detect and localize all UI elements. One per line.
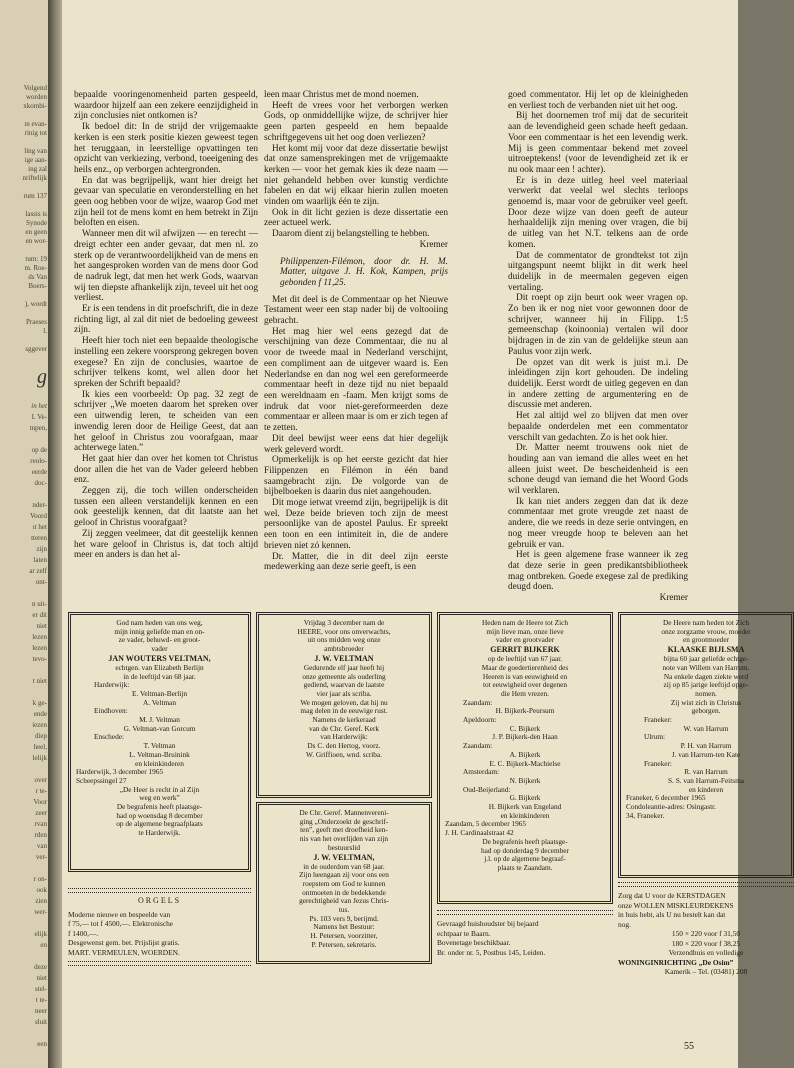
notice-line: note van Willem van Harrum. <box>662 662 750 672</box>
death-notice-veltman-mensclub <box>256 802 432 964</box>
notice-line: had op donderdag 9 december <box>481 845 569 855</box>
notice-line: L. Veltman-Bruinink <box>129 749 190 759</box>
previous-page-text: doc- <box>34 479 47 487</box>
notice-line: Zij wist zich in Christus <box>670 697 742 707</box>
paragraph: Zeggen zij, die toch willen onderscheiden tussen een alleen verstandelijk kennen en een ook geestelijk kennen, dat dit laatste aan het geloof in Christus voorafgaat? <box>74 486 258 529</box>
previous-page-text: r te- <box>35 787 47 795</box>
notice-line: Oud-Beijerland: <box>463 784 511 794</box>
notice-line: j.l. op de algemene begraaf- <box>484 854 566 864</box>
notice-line: C. Bijkerk <box>509 723 541 733</box>
notice-line: onze gemeente als ouderling <box>302 671 386 681</box>
paragraph: Opmerkelijk is op het eerste gezicht dat hier Filippenzen en Filémon in één band saamgebracht zijn. De volgorde van de bijbelboeken is daarin dus niet aangehouden. <box>264 455 448 498</box>
notice-line: Heeren is van eeuwigheid en <box>482 671 568 681</box>
notice-line: Gedurende elf jaar heeft hij <box>303 662 385 672</box>
notice-line: Scheepssingel 27 <box>76 775 127 785</box>
notice-line: We mogen geloven, dat hij nu <box>300 697 388 707</box>
dotted-rule <box>68 961 251 966</box>
notice-line: onze zorgzame vrouw, moeder <box>661 626 751 636</box>
previous-page-text: laten <box>33 556 47 564</box>
paragraph: Daarom dient zij belangstelling te hebben. <box>272 229 430 240</box>
notice-line: G. Veltman-van Gorcum <box>123 723 196 733</box>
paragraph: Dit moge ietwat vreemd zijn, begrijpelijk is dit wel. Deze beide brieven toch zijn de meest persoonlijke van de apostel Paulus. Er spreekt een toon en een intimiteit in, die de andere brieven niet zó kennen. <box>264 498 448 551</box>
notice-line: Apeldoorn: <box>463 715 497 725</box>
notice-line: G. Bijkerk <box>509 793 541 803</box>
previous-page-text: rden <box>34 831 47 839</box>
paragraph: De opzet van dit werk is juist m.i. De inleidingen zijn kort gehouden. De indeling duidelijk. Eerst wordt de uitleg gegeven en dan in andere zetting de argumentering en de discussie met anderen. <box>508 357 688 411</box>
previous-page-text: sggever <box>25 345 47 353</box>
previous-page-text: t niet <box>32 677 47 685</box>
previous-page-text: ont- <box>35 578 47 586</box>
ad-title: ORGELS <box>137 896 182 905</box>
notice-line: tot eeuwigheid over degenen <box>482 680 568 690</box>
dotted-rule <box>437 910 613 915</box>
ad-line: Bovenetage beschikbaar. <box>437 938 511 947</box>
author-signature: Kremer <box>659 593 688 604</box>
notice-line: Heden nam de Heere tot Zich <box>481 618 569 627</box>
death-notice-bijlsma <box>618 612 794 878</box>
paragraph: Ook in dit licht gezien is deze dissertatie een zeer actueel werk. <box>264 207 448 229</box>
notice-line: weg en werk” <box>139 793 180 803</box>
paragraph: En dat was begrijpelijk, want hier dreigt het gevaar van speculatie en veronderstelling en het geen oog hebben voor de wijze, waarop God met zijn heil tot de mens komt en hem betrekt in Zijn beloften en eisen. <box>74 175 258 229</box>
notice-line: H. Petersen, voorzitter, <box>310 931 378 941</box>
paragraph: Dat de commentator de grondtekst tot zijn uitgangspunt neemt blijkt in dit werk heel duidelijk in de meermalen gegeven eigen vertaling. <box>508 250 688 293</box>
previous-page-text: en <box>40 941 47 949</box>
notice-line: J. van Harrum-ten Kate <box>671 749 741 759</box>
notice-line: Enschede: <box>94 732 124 742</box>
notice-line: echtgen. van Elizabeth Berlijn <box>115 662 204 672</box>
author-signature: Kremer <box>419 239 448 250</box>
ad-line: in huis hebt, als U nu bestelt kan dat <box>618 910 726 919</box>
previous-page-text: ar zelf <box>29 567 47 575</box>
previous-page-text: en wor- <box>25 237 47 245</box>
notice-line: zij op 85 jarige leeftijd opge- <box>663 680 749 690</box>
previous-page-text: lassis is <box>25 210 47 218</box>
notice-line: ten”, geeft met droefheid ken- <box>300 825 388 835</box>
previous-page-text: niet <box>36 974 47 982</box>
ad-line: Verzendhuis en volledige <box>668 948 744 957</box>
paragraph: Het is geen algemene frase wanneer ik zeg dat deze serie in geen predikantsbibliotheek mag ontbreken. Goede exegese zal de prediking deugd doen. <box>508 550 688 593</box>
previous-page-text: elijk <box>34 930 47 938</box>
notice-line: De Heere nam heden tot Zich <box>662 618 750 627</box>
previous-page-text: ver- <box>35 853 47 861</box>
column-1 <box>74 90 258 561</box>
notice-line: J. P. Bijkerk-den Haan <box>492 732 558 742</box>
deceased-name: J. W. VELTMAN <box>314 653 374 663</box>
previous-page-text: mpen, <box>29 424 47 432</box>
notice-line: mijn innig geliefde man en on- <box>114 626 205 636</box>
notice-line: Na enkele dagen ziekte werd <box>663 671 749 681</box>
paragraph: Het gaat hier dan over het komen tot Christus door allen die het van de Vader geleerd hebben enz. <box>74 453 258 486</box>
notice-line: vader en grootvader <box>495 635 555 645</box>
previous-page-text: Boers- <box>28 282 47 290</box>
paragraph: bepaalde vooringenomenheid parten gespeeld, waardoor hijzelf aan een zekere eenzijdigheid in zijn conclusies niet ontkomen is? <box>74 90 258 122</box>
notice-line: geborgen. <box>691 706 721 716</box>
advertisement-osim <box>618 882 794 977</box>
previous-page-text: in het <box>31 402 47 410</box>
ad-line: 180 × 220 voor f 38,25 <box>671 938 741 948</box>
previous-page-text: Volgend <box>23 84 47 92</box>
notice-line: en grootmoeder <box>683 635 729 645</box>
notice-line: mag delen in de eeuwige rust. <box>300 706 388 716</box>
previous-page-text: lezen <box>32 633 47 641</box>
notice-line: van de Chr. Geref. Kerk <box>308 723 380 733</box>
previous-page-text: ing zal <box>28 165 47 173</box>
dotted-rule <box>618 882 794 887</box>
notice-line: ambtsbroeder <box>324 644 364 654</box>
notice-line: Ulrum: <box>644 732 666 742</box>
notice-line: gerechtigheid van Jezus Chris- <box>299 896 389 906</box>
notice-line: Namens de kerkeraad <box>312 715 376 725</box>
previous-page-text: Praeses <box>26 318 47 326</box>
notice-line: E. Veltman-Berlijn <box>132 688 187 698</box>
previous-page-text: zijn <box>36 545 47 553</box>
paragraph: Wanneer men dit wil afwijzen — en terecht — dreigt echter een ander gevaar, dat men nl. zo sterk op de verantwoordelijkheid van de mens en het aangesproken worden van de mens door God de nadruk legt, dat men het werk Gods, waarvan wij ten diepste afhankelijk zijn, teveel uit het oog verliest. <box>74 229 258 304</box>
notice-line: Harderwijk: <box>94 680 130 690</box>
notice-line: op de algemene begraafplaats <box>116 819 203 829</box>
previous-page-text: op de <box>31 446 47 454</box>
dotted-rule <box>68 888 251 893</box>
previous-page-text: Synode <box>26 219 47 227</box>
previous-page-text: en geen <box>25 228 47 236</box>
notice-line: en kleinkinderen <box>135 758 184 768</box>
previous-page-text: tteren <box>31 534 47 542</box>
previous-page-text: reolo- <box>30 457 47 465</box>
previous-page-text: nder- <box>32 501 47 509</box>
notice-line: in de leeftijd van 68 jaar. <box>123 671 196 681</box>
notice-line: te Harderwijk. <box>138 828 181 838</box>
deceased-name: KLAASKE BIJLSMA <box>667 645 745 655</box>
notice-line: ze vader, behuwd- en groot- <box>118 635 201 645</box>
paragraph: Ik bedoel dit: In de strijd der vrijgemaakte kerken is een sterk positie kiezen geweest tegen het teruggaan, in leerstellige opvattingen ten opzicht van verkiezing, verbond, toeeigening des heils enz., op verborgen achtergronden. <box>74 122 258 175</box>
paragraph: Het zal altijd wel zo blijven dat men over bepaalde onderdelen met een commentator verschilt van gedachten. Zo is het ook hier. <box>508 411 688 443</box>
previous-page-text: ), wordt <box>24 300 47 308</box>
previous-page-text: ıt het <box>32 523 47 531</box>
ad-line: Br. onder nr. 5, Postbus 145, Leiden. <box>437 947 546 957</box>
notice-line: Ps. 103 vers 9, berijmd. <box>309 913 379 923</box>
previous-page-text: deze <box>34 963 47 971</box>
paragraph: Heeft hier toch niet een bepaalde theologische instelling een zekere voorsprong gekregen boven exegese? En zijn de conclusies, waartoe de schrijver telkens komt, wel allen door het spreken der Schrift bepaald? <box>74 336 258 389</box>
notice-line: tus. <box>338 905 350 915</box>
death-notice-veltman-family <box>68 612 251 872</box>
notice-line: A. Bijkerk <box>509 749 541 759</box>
previous-page-text: van <box>36 842 47 850</box>
advertisement-orgels <box>68 888 251 966</box>
paragraph: Dr. Matter neemt trouwens ook niet de houding aan van iemand die alles weet en het alleen juist weet. De bescheidenheid is een schone deugd van iemand die het Woord Gods wil verklaren. <box>508 443 688 497</box>
ad-line: WONINGINRICHTING „De Osim” <box>618 957 734 967</box>
notice-line: uit ons midden weg onze <box>307 635 381 645</box>
previous-page-text: sluit <box>34 1018 47 1026</box>
notice-line: vier jaar als scriba. <box>316 688 372 698</box>
notice-line: H. Bijkerk van Engeland <box>488 802 562 812</box>
ad-line: f 75,— tot f 4500,—. Elektronische <box>68 919 174 928</box>
notice-line: bestuurslid <box>327 842 361 852</box>
notice-line: ging „Onderzoekt de geschrif- <box>299 816 389 826</box>
deceased-name: JAN WOUTERS VELTMAN, <box>108 653 211 663</box>
notice-line: De begrafenis heeft plaatsge- <box>482 836 568 846</box>
notice-line: gediend, waarvan de laatste <box>303 680 385 690</box>
paragraph: Ik kies een voorbeeld: Op pag. 32 zegt de schrijver „We moeten daarom het spreken over een uitwendig leren, te scheiden van een inwendig leren door de Heilige Geest, dat aan het geloof in Christus zou voorafgaan, maar achterwege laten.” <box>74 389 258 454</box>
notice-line: op de leeftijd van 67 jaar. <box>487 654 563 664</box>
notice-line: T. Veltman <box>143 741 176 751</box>
notice-line: Namens het Bestuur: <box>313 922 375 932</box>
column-3 <box>508 90 688 604</box>
notice-line: J. H. Cardinaalstraat 42 <box>445 828 514 838</box>
ad-line: Kamerik – Tel. (03481) 208 <box>664 967 748 976</box>
paragraph: leen maar Christus met de mond noemen. <box>264 90 419 100</box>
previous-page-text: worden <box>26 93 47 101</box>
notice-line: mijn lieve man, onze lieve <box>486 626 564 636</box>
advertisement-huishoudster <box>437 910 613 957</box>
notice-line: A. Veltman <box>142 697 177 707</box>
review-book-title: Philippenzen-Filémon, door dr. H. M. Matter, uitgave J. H. Kok, Kampen, prijs gebonden f 11,25. <box>280 256 448 288</box>
previous-page-text: een <box>37 1040 47 1048</box>
paragraph: Het mag hier wel eens gezegd dat de verschijning van deze Commentaar, die nu al voor de tweede maal in Nederland verschijnt, een compliment aan de uitgever waard is. Een Nederlandse en dan nog wel een gereformeerde commentaar heeft in deze tijd nu niet bepaald een wereldnaam en -faam. Men krijgt soms de indruk dat voor niet-gereformeerden deze commentaar er alleen maar is om er zich tegen af te zetten. <box>264 326 448 434</box>
notice-line: God nam heden van ons weg, <box>116 618 203 627</box>
ad-line: Moderne nieuwe en bespeelde van <box>68 909 171 919</box>
notice-line: Ds C. den Hertog, voorz. <box>307 741 381 751</box>
previous-page-text: ın evan- <box>24 120 47 128</box>
paragraph: Dit roept op zijn beurt ook weer vragen op. Zo ben ik er nog niet voor gewonnen door de schrijver, wanneer hij in Filipp. 1:5 gemeenschap (koinoonia) vertalen wil door bijdragen in de zin van de geldelijke steun aan Paulus voor zijn werk. <box>508 293 688 357</box>
notice-line: W. Griffioen, wnd. scriba. <box>306 749 382 759</box>
notice-line: Vrijdag 3 december nam de <box>303 618 385 627</box>
previous-page-text: ige aan- <box>24 156 47 164</box>
notice-line: „De Heer is recht in al Zijn <box>119 784 200 794</box>
previous-page-text: lezen <box>32 644 47 652</box>
previous-page-text: ds Van <box>28 273 47 281</box>
previous-page-text: niet <box>36 622 47 630</box>
previous-page-text: rinig tot <box>24 129 47 137</box>
paragraph: Er is een tendens in dit proefschrift, die in deze richting ligt, al zal dit niet de bedoeling geweest zijn. <box>74 304 258 336</box>
notice-line: De Chr. Geref. Mannenvereni- <box>299 808 389 817</box>
paragraph: Het komt mij voor dat deze dissertatie bewijst dat onze samensprekingen met de vrijgemaakte kerken — voor het gemak kies ik deze naam — niet gehandeld hebben over kunstig verdichte fabelen en dat wij elkaar hierin zullen moeten vinden om waarlijk één te zijn. <box>264 143 448 208</box>
previous-page-text: l. <box>43 327 47 335</box>
notice-line: Zaandam: <box>463 741 493 751</box>
notice-line: N. Bijkerk <box>509 775 541 785</box>
ad-line: Zorg dat U voor de KERSTDAGEN <box>618 891 726 900</box>
paragraph: goed commentator. Hij let op de kleinigheden en verliest toch de verbanden niet uit het oog. <box>508 90 688 111</box>
book-gutter <box>48 0 62 1068</box>
paragraph: Heeft de vrees voor het verborgen werken Gods, op onmiddellijke wijze, de schrijver hier geen parten gespeeld en hem bepaalde schriftgegevens uit het oog doen verliezen? <box>264 100 448 143</box>
notice-line: 34, Franeker. <box>626 810 665 820</box>
notice-line: R. van Harrum <box>684 767 728 777</box>
previous-page-text: m. Roe- <box>24 264 47 272</box>
previous-page-text: rum 137 <box>23 192 47 200</box>
notice-line: vader <box>151 644 168 654</box>
notice-line: Amsterdam: <box>463 767 500 777</box>
notice-line: van Harderwijk: <box>320 732 368 742</box>
notice-line: Franeker: <box>644 758 672 768</box>
ad-line: 150 × 220 voor f 31,50 <box>671 929 741 938</box>
previous-page-text: g <box>37 366 47 388</box>
notice-line: en kleinkinderen <box>500 810 550 820</box>
notice-line: HEERE, voor ons onverwachts, <box>297 626 391 636</box>
previous-page-text: ling van <box>24 147 47 155</box>
notice-line: W. van Harrum <box>683 723 729 733</box>
previous-page-text: Voor <box>33 798 47 806</box>
notice-line: plaats te Zaandam. <box>497 862 553 872</box>
previous-page-text: ende <box>33 710 47 718</box>
notice-line: Zaandam, 5 december 1965 <box>445 819 527 829</box>
ad-line: nog. <box>618 919 631 929</box>
previous-page-text: wer- <box>34 908 47 916</box>
page <box>62 0 751 1068</box>
death-notice-bijkerk <box>437 612 613 904</box>
notice-line: Eindhoven: <box>94 706 128 716</box>
previous-page-text: neer <box>34 1007 47 1015</box>
notice-line: Franeker: <box>644 715 672 725</box>
notice-line: Condoleantie-adres: Osingastr. <box>626 802 716 812</box>
ad-line: echtpaar te Baarn. <box>437 928 491 938</box>
previous-page-edge <box>0 0 48 1068</box>
notice-line: ontmoeten in de bedekkende <box>302 887 386 897</box>
previous-page-text: over <box>34 776 47 784</box>
notice-line: De begrafenis heeft plaatsge- <box>116 802 203 812</box>
paragraph: Dit deel bewijst weer eens dat hier degelijk werk geleverd wordt. <box>264 433 448 455</box>
ad-line: MART. VERMEULEN, WOERDEN. <box>68 947 180 957</box>
notice-line: H. Bijkerk-Peursum <box>495 706 555 716</box>
previous-page-text: t te- <box>35 996 47 1004</box>
notice-line: S. S. van Harrum-Feitsma <box>667 775 744 785</box>
previous-page-text: n uit- <box>32 600 47 608</box>
notice-line: en kinderen <box>688 784 724 794</box>
deceased-name: GERRIT BIJKERK <box>490 645 560 655</box>
previous-page-text: tum: 19 <box>25 255 47 263</box>
notice-line: bijna 60 jaar geliefde echtge- <box>663 654 749 664</box>
notice-line: die Hem vrezen. <box>500 688 549 698</box>
previous-page-text: lelijk <box>32 754 47 762</box>
notice-line: E. C. Bijkerk-Machielse <box>489 758 561 768</box>
paragraph: Zij zeggen veelmeer, dat dit geestelijk kennen het ware geloof in Christus is, dat toch altijd meer en anders is dan het al- <box>74 528 258 561</box>
notice-line: roepstem om God te kunnen <box>302 878 386 888</box>
ad-line: onze WOLLEN MISKLEURDEKENS <box>618 900 734 910</box>
previous-page-text: tevo- <box>32 655 47 663</box>
previous-page-text: nriftelijk <box>22 174 47 182</box>
paragraph: Bij het doornemen trof mij dat de securiteit aan de levendigheid geen schade heeft gedaan. Voor een commentaar is het een levendig werk. Mij is geen commentaar bekend met zoveel uitroeptekens! (voor de levendigheid zet ik er nu ook maar een ! achter). <box>508 111 688 175</box>
notice-line: M. J. Veltman <box>139 715 180 725</box>
previous-page-text: Voord <box>30 512 47 520</box>
previous-page-text: rvan <box>34 820 47 828</box>
notice-line: Zaandam: <box>463 697 493 707</box>
notice-line: Franeker, 6 december 1965 <box>626 793 706 803</box>
notice-line: in de ouderdom van 68 jaar. <box>303 861 385 871</box>
deceased-name: J. W. VELTMAN, <box>313 852 375 862</box>
previous-page-text: eerde <box>31 468 47 476</box>
notice-line: P. Petersen, sekretaris. <box>311 939 377 949</box>
page-number: 55 <box>684 1041 694 1052</box>
previous-page-text: zien <box>35 897 47 905</box>
previous-page-text: iezen <box>32 721 47 729</box>
previous-page-text: heel, <box>33 743 47 751</box>
previous-page-text: zeer <box>35 809 47 817</box>
previous-page-text: I. Ve- <box>31 413 47 421</box>
paragraph: Ik kan niet anders zeggen dan dat ik deze commentaar met grote vreugde zet naast de andere, die we reeds in deze serie ontvingen, en nog meer vreugde hoop te beleven aan het gebruik er van. <box>508 496 688 550</box>
previous-page-text: xkombi- <box>23 102 47 110</box>
notice-line: nis van het overlijden van zijn <box>299 834 389 844</box>
paragraph: Er is in deze uitleg heel veel materiaal verwerkt dat veelal wel slechts terloops genoemd is, maar voor de gebruiker veel geeft. Door deze wijze van doen geeft de auteur herhaaldelijk zijn mening over vragen, die bij de uitleg van het N.T. telkens aan de orde komen. <box>508 175 688 250</box>
previous-page-text: er dit <box>32 611 47 619</box>
ad-line: Gevraagd huishoudster bij bejaard <box>437 919 539 928</box>
paragraph: Met dit deel is de Commentaar op het Nieuwe Testament weer een stap nader bij de voltooiing gebracht. <box>264 294 448 327</box>
column-2 <box>264 90 448 573</box>
previous-page-text: k ge- <box>32 699 47 707</box>
notice-line: Harderwijk, 3 december 1965 <box>76 767 164 777</box>
previous-page-text: r on- <box>33 875 47 883</box>
notice-line: Zijn heengaan zij voor ons een <box>299 870 389 880</box>
notice-line: P. H. van Harrum <box>680 741 732 751</box>
paragraph: Dr. Matter, die in dit deel zijn eerste medewerking aan deze serie geeft, is een <box>264 551 448 573</box>
death-notice-veltman-church <box>256 612 432 798</box>
notice-line: nomen. <box>695 688 717 698</box>
notice-line: had op woensdag 8 december <box>116 810 203 820</box>
notice-line: Maar de goedertierenheid des <box>481 662 569 672</box>
previous-page-text: ook <box>36 886 47 894</box>
ad-line: Desgewenst gem. bet. Prijslijst gratis. <box>68 938 180 947</box>
previous-page-text: stel- <box>34 985 47 993</box>
ad-line: f 1400,—. <box>68 928 99 938</box>
previous-page-text: diep <box>34 732 47 740</box>
